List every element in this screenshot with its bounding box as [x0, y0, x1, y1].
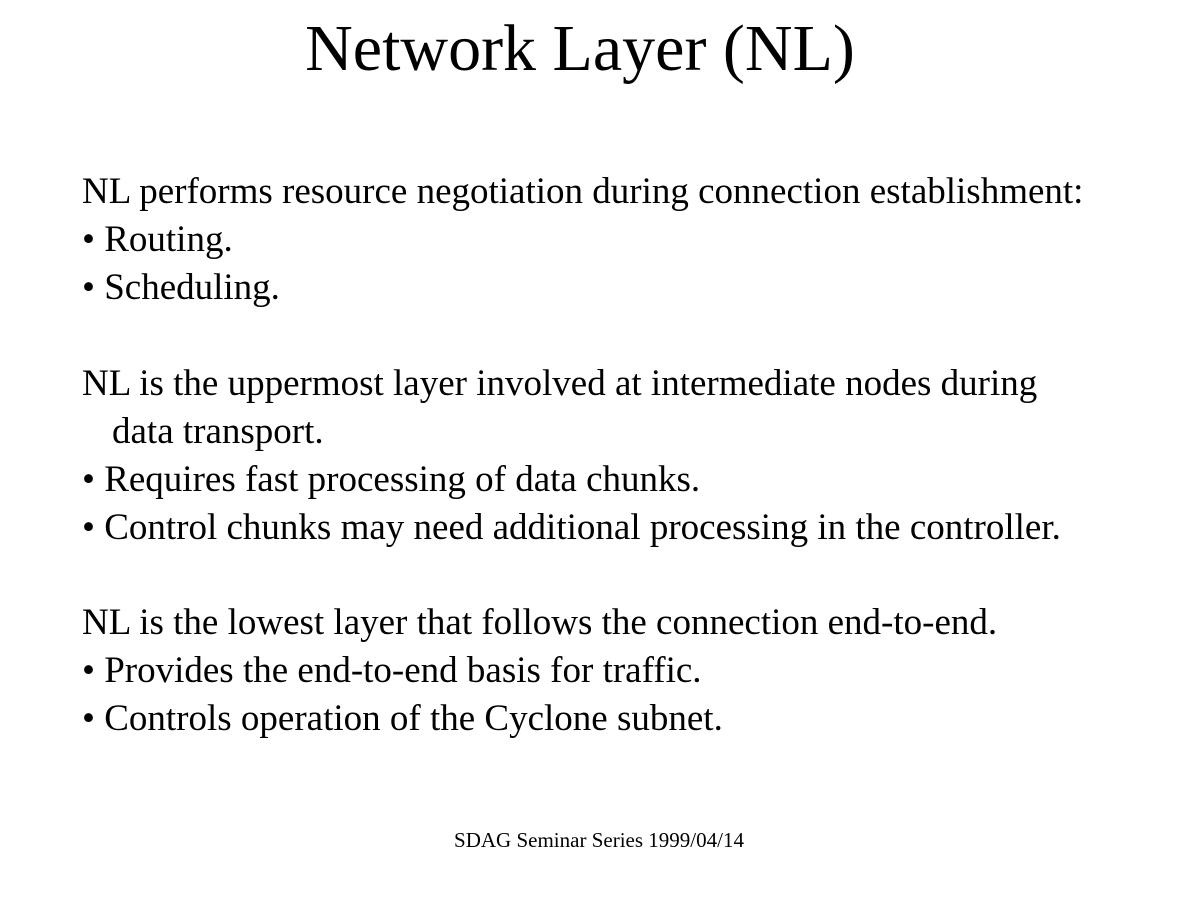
slide-footer: SDAG Seminar Series 1999/04/14	[454, 828, 744, 852]
section-2-intro-continued: data transport.	[112, 411, 324, 452]
section-2-bullet-control-chunks: • Control chunks may need additional processing in the controller.	[82, 507, 1061, 548]
section-1-intro: NL performs resource negotiation during connection establishment:	[82, 171, 1084, 212]
section-2-bullet-fast-processing: • Requires fast processing of data chunks.	[82, 459, 701, 500]
section-3-bullet-end-to-end: • Provides the end-to-end basis for traffic.	[82, 650, 702, 691]
section-1-bullet-scheduling: • Scheduling.	[82, 267, 280, 308]
section-3-intro: NL is the lowest layer that follows the connection end-to-end.	[82, 602, 998, 643]
section-3-bullet-cyclone: • Controls operation of the Cyclone subnet.	[82, 698, 723, 739]
section-1-bullet-routing: • Routing.	[82, 219, 233, 260]
section-2-intro: NL is the uppermost layer involved at intermediate nodes during	[82, 363, 1038, 404]
slide-title: Network Layer (NL)	[305, 12, 855, 85]
